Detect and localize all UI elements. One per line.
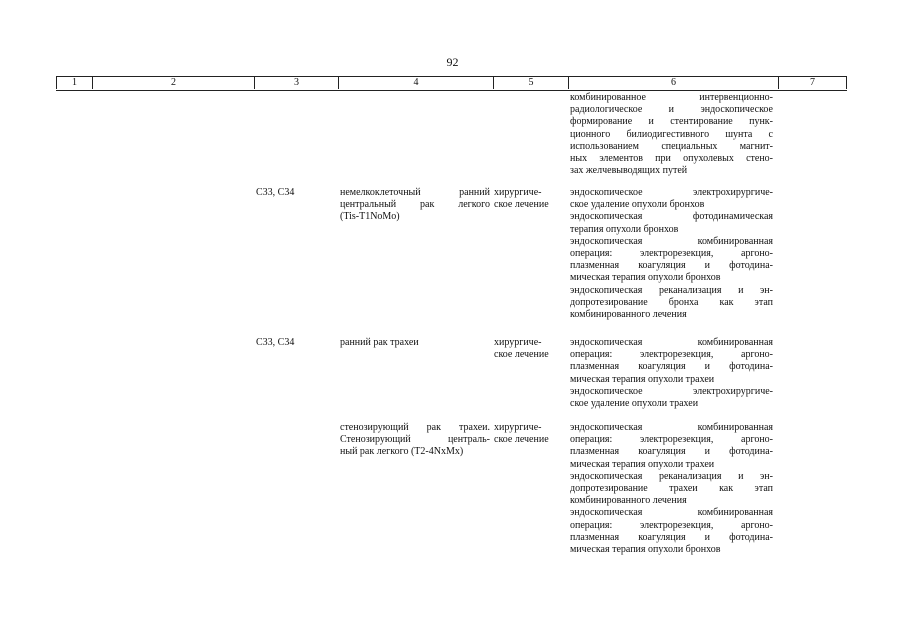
- treatment-line: хирургиче-: [494, 187, 542, 198]
- method-line: эндоскопическое электрохирургиче-: [570, 385, 773, 397]
- diagnosis-line: немелкоклеточный ранний: [340, 187, 490, 198]
- method-line: мическая терапия опухоли бронхов: [570, 272, 721, 284]
- method-line: эндоскопическая комбинированная: [570, 235, 773, 247]
- method-line: эндоскопическая фотодинамическая: [570, 211, 773, 223]
- row-1-methods: [570, 187, 773, 321]
- method-line: ское удаление опухоли трахеи: [570, 397, 699, 409]
- method-line: радиологическое и эндоскопическое: [570, 104, 773, 116]
- method-line: мическая терапия опухоли трахеи: [570, 458, 715, 470]
- method-line: ных элементов при опухолевых стено-: [570, 152, 773, 164]
- row-1-diagnosis: [340, 187, 490, 224]
- row-3-methods: [570, 422, 773, 556]
- method-line: использованием специальных магнит-: [570, 140, 773, 152]
- method-line: комбинированное интервенционно-: [570, 92, 773, 103]
- header-col-4: 4: [338, 77, 493, 89]
- row-2-methods: [570, 337, 773, 410]
- method-line: мическая терапия опухоли бронхов: [570, 543, 721, 555]
- code-cell: C33, C34: [256, 187, 295, 198]
- header-col-1: 1: [56, 77, 92, 89]
- diagnosis-line: (Tis-T1NoMo): [340, 211, 400, 223]
- treatment-line: хирургиче-: [494, 422, 542, 433]
- header-col-5: 5: [493, 77, 568, 89]
- diagnosis-line: ный рак легкого (T2-4NxMx): [340, 446, 464, 458]
- header-col-6: 6: [568, 77, 778, 89]
- method-line: допротезирование трахеи как этап: [570, 482, 773, 494]
- method-line: плазменная коагуляция и фотодина-: [570, 361, 773, 373]
- method-line: эндоскопическая реканализация и эн-: [570, 284, 773, 296]
- method-line: ционного билиодигестивного шунта с: [570, 128, 773, 140]
- method-line: плазменная коагуляция и фотодина-: [570, 260, 773, 272]
- method-line: мическая терапия опухоли трахеи: [570, 373, 715, 385]
- diagnosis-line: центральный рак легкого: [340, 199, 490, 211]
- treatment-line: ское лечение: [494, 349, 549, 361]
- method-line: формирование и стентирование пунк-: [570, 116, 773, 128]
- diagnosis-line: стенозирующий рак трахеи.: [340, 422, 490, 433]
- row-2-diagnosis: [340, 337, 490, 349]
- diagnosis-line: Стенозирующий централь-: [340, 434, 490, 446]
- row-2-code: [256, 337, 336, 349]
- method-line: эндоскопическое электрохирургиче-: [570, 187, 773, 198]
- method-line: операция: электрорезекция, аргоно-: [570, 519, 773, 531]
- row-2-treatment-type: [494, 337, 566, 361]
- table-header: [56, 76, 847, 91]
- method-line: эндоскопическая реканализация и эн-: [570, 470, 773, 482]
- method-line: эндоскопическая комбинированная: [570, 337, 773, 348]
- code-cell: C33, C34: [256, 337, 295, 348]
- method-line: плазменная коагуляция и фотодина-: [570, 531, 773, 543]
- treatment-line: ское лечение: [494, 199, 549, 211]
- method-line: зах желчевыводящих путей: [570, 165, 688, 177]
- diagnosis-line: ранний рак трахеи: [340, 337, 419, 348]
- method-line: комбинированного лечения: [570, 495, 687, 507]
- header-col-2: 2: [92, 77, 254, 89]
- method-line: комбинированного лечения: [570, 308, 687, 320]
- method-line: терапия опухоли бронхов: [570, 223, 679, 235]
- header-col-7: 7: [778, 77, 847, 89]
- row-1-code: [256, 187, 336, 199]
- row-1-treatment-type: [494, 187, 566, 211]
- treatment-line: хирургиче-: [494, 337, 542, 348]
- method-line: операция: электрорезекция, аргоно-: [570, 434, 773, 446]
- treatment-line: ское лечение: [494, 434, 549, 446]
- row-3-treatment-type: [494, 422, 566, 446]
- method-line: допротезирование бронха как этап: [570, 296, 773, 308]
- method-line: эндоскопическая комбинированная: [570, 422, 773, 433]
- row-0-methods: [570, 92, 773, 177]
- method-line: ское удаление опухоли бронхов: [570, 199, 705, 211]
- header-col-3: 3: [254, 77, 338, 89]
- method-line: эндоскопическая комбинированная: [570, 507, 773, 519]
- method-line: операция: электрорезекция, аргоно-: [570, 247, 773, 259]
- page-number: 92: [446, 55, 459, 69]
- method-line: операция: электрорезекция, аргоно-: [570, 349, 773, 361]
- method-line: плазменная коагуляция и фотодина-: [570, 446, 773, 458]
- row-3-diagnosis: [340, 422, 490, 459]
